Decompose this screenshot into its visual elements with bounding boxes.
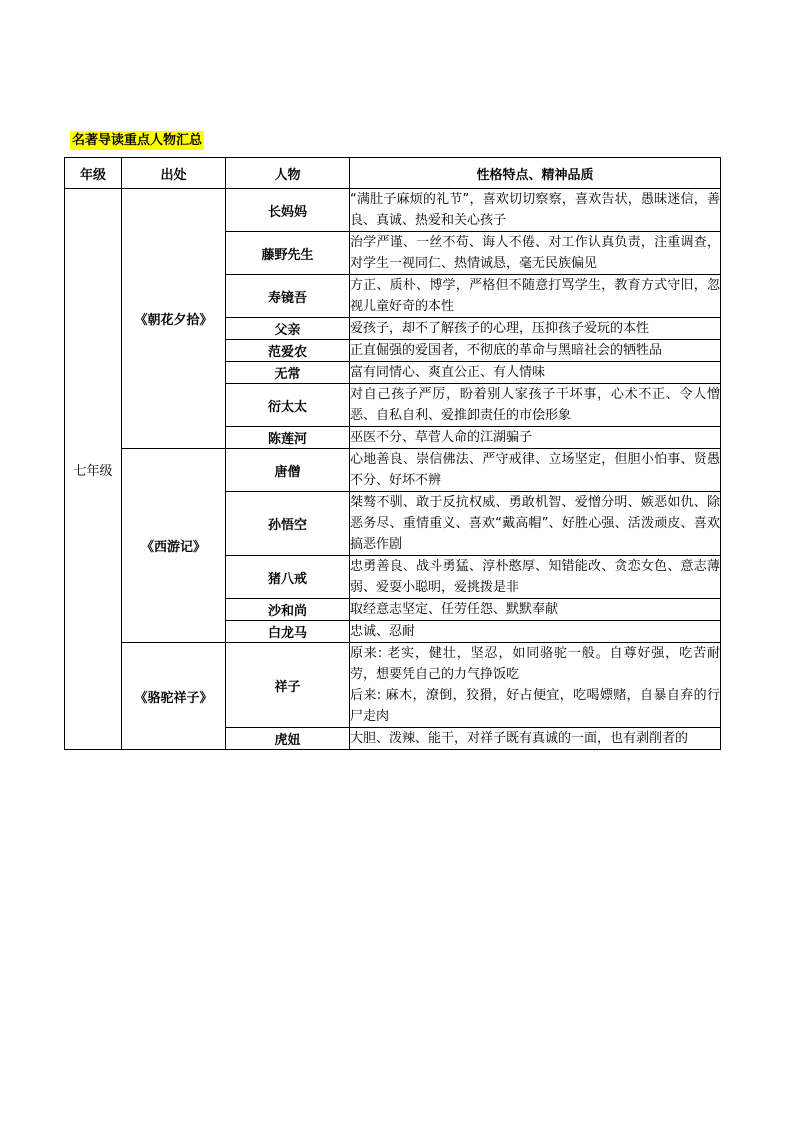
character-summary-table [64, 157, 721, 750]
character-traits: 桀骜不驯、敢于反抗权威、勇敢机智、爱憎分明、嫉恶如仇、除恶务尽、重情重义、喜欢“戴高帽”、好胜心强、活泼顽皮、喜欢搞恶作剧 [350, 492, 721, 556]
character-name: 寿镜吾 [226, 275, 350, 318]
traits-before: 原来: 老实，健壮，坚忍，如同骆驼一般。自尊好强，吃苦耐劳，想要凭自己的力气挣饭吃 [350, 646, 720, 682]
table-row [65, 189, 721, 232]
character-name: 白龙马 [226, 621, 350, 643]
character-traits [350, 643, 721, 728]
table-row [65, 643, 721, 728]
character-traits: 富有同情心、爽直公正、有人情味 [350, 362, 721, 384]
character-name: 虎妞 [226, 728, 350, 750]
header-traits: 性格特点、精神品质 [350, 158, 721, 189]
character-name: 长妈妈 [226, 189, 350, 232]
character-traits: 取经意志坚定、任劳任怨、默默奉献 [350, 599, 721, 621]
character-name: 唐僧 [226, 449, 350, 492]
character-name: 陈莲河 [226, 427, 350, 449]
character-traits: 忠诚、忍耐 [350, 621, 721, 643]
character-name: 祥子 [226, 643, 350, 728]
character-traits: “满肚子麻烦的礼节”，喜欢切切察察，喜欢告状，愚昧迷信，善良、真诚、热爱和关心孩子 [350, 189, 721, 232]
character-traits: 爱孩子，却不了解孩子的心理，压抑孩子爱玩的本性 [350, 318, 721, 340]
character-traits: 方正、质朴、博学，严格但不随意打骂学生，教育方式守旧，忽视儿童好奇的本性 [350, 275, 721, 318]
character-name: 沙和尚 [226, 599, 350, 621]
character-name: 孙悟空 [226, 492, 350, 556]
character-name: 父亲 [226, 318, 350, 340]
character-traits: 正直倔强的爱国者，不彻底的革命与黑暗社会的牺牲品 [350, 340, 721, 362]
character-traits: 忠勇善良、战斗勇猛、淳朴憨厚、知错能改、贪恋女色、意志薄弱、爱耍小聪明，爱挑拨是非 [350, 556, 721, 599]
character-name: 衍太太 [226, 384, 350, 427]
header-row [65, 158, 721, 189]
header-source: 出处 [122, 158, 226, 189]
header-character: 人物 [226, 158, 350, 189]
character-name: 藤野先生 [226, 232, 350, 275]
book-cell: 《骆驼祥子》 [122, 643, 226, 750]
character-traits: 治学严谨、一丝不苟、诲人不倦、对工作认真负责，注重调查，对学生一视同仁、热情诚恳，毫无民族偏见 [350, 232, 721, 275]
traits-after: 后来: 麻木，潦倒，狡猾，好占便宜，吃喝嫖赌，自暴自弃的行尸走肉 [350, 688, 720, 724]
character-name: 猪八戒 [226, 556, 350, 599]
grade-cell: 七年级 [65, 189, 122, 750]
document-title: 名著导读重点人物汇总 [72, 133, 203, 148]
character-traits: 对自己孩子严厉，盼着别人家孩子干坏事，心术不正、令人憎恶、自私自利、爱推卸责任的市侩形象 [350, 384, 721, 427]
character-name: 范爱农 [226, 340, 350, 362]
table-row [65, 449, 721, 492]
book-cell: 《西游记》 [122, 449, 226, 643]
character-traits: 心地善良、崇信佛法、严守戒律、立场坚定，但胆小怕事、贤愚不分、好坏不辨 [350, 449, 721, 492]
header-grade: 年级 [65, 158, 122, 189]
character-name: 无常 [226, 362, 350, 384]
character-traits: 大胆、泼辣、能干，对祥子既有真诚的一面，也有剥削者的 [350, 728, 721, 750]
character-traits: 巫医不分、草菅人命的江湖骗子 [350, 427, 721, 449]
book-cell: 《朝花夕拾》 [122, 189, 226, 449]
